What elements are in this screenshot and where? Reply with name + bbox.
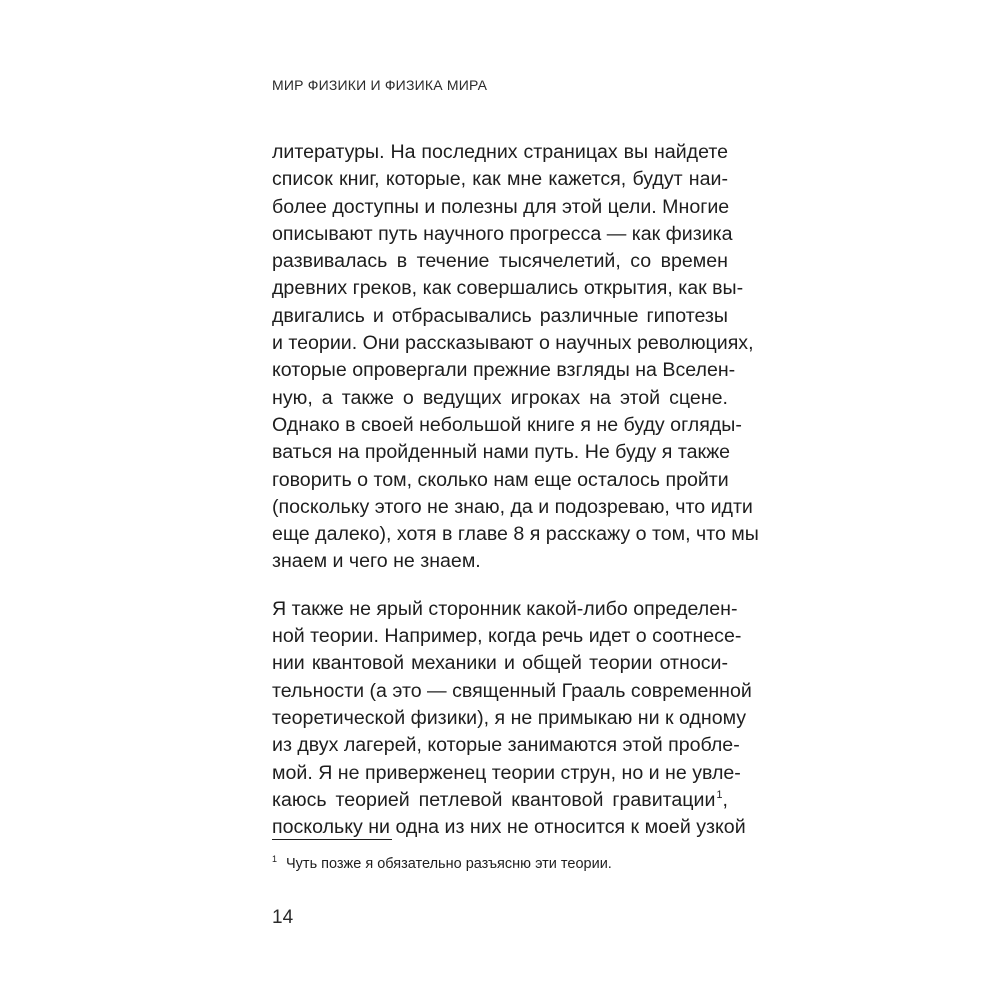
- footnote-text: Чуть позже я обязательно разъясню эти теории.: [286, 856, 612, 872]
- text-line: нии квантовой механики и общей теории относи-: [272, 652, 728, 675]
- text-line: и теории. Они рассказывают о научных революциях,: [272, 332, 754, 355]
- text-line: из двух лагерей, которые занимаются этой пробле-: [272, 734, 740, 757]
- paragraph-2: [272, 596, 752, 842]
- text-line: развивалась в течение тысячелетий, со времен: [272, 250, 728, 273]
- paragraph-1: [272, 139, 759, 576]
- footnote-number: 1: [272, 854, 278, 864]
- text-line: (поскольку этого не знаю, да и подозреваю, что идти: [272, 495, 753, 518]
- text-line: поскольку ни одна из них не относится к моей узкой: [272, 816, 746, 839]
- text-line: еще далеко), хотя в главе 8 я расскажу о том, что мы: [272, 523, 759, 546]
- text-line: говорить о том, сколько нам еще осталось пройти: [272, 468, 729, 491]
- text-line-with-footnote: [272, 787, 728, 814]
- text-line: ной теории. Например, когда речь идет о соотнесе-: [272, 625, 742, 648]
- footnote-reference[interactable]: 1: [716, 788, 723, 801]
- text-line: теоретической физики), я не примыкаю ни к одному: [272, 706, 747, 729]
- text-line: ную, а также о ведущих игроках на этой сцене.: [272, 386, 728, 409]
- text-line: древних греков, как совершались открытия, как вы-: [272, 277, 744, 300]
- text-line: двигались и отбрасывались различные гипотезы: [272, 304, 728, 327]
- text-line: мой. Я не приверженец теории струн, но и не увле-: [272, 761, 741, 784]
- text-line: описывают путь научного прогресса — как физика: [272, 222, 733, 245]
- text-fragment: ,: [722, 788, 728, 811]
- text-line: знаем и чего не знаем.: [272, 550, 481, 573]
- body-text: [272, 139, 759, 841]
- text-line: Однако в своей небольшой книге я не буду огляды-: [272, 413, 742, 436]
- footnote: [272, 854, 612, 872]
- running-head: МИР ФИЗИКИ И ФИЗИКА МИРА: [272, 77, 488, 93]
- text-line: литературы. На последних страницах вы найдете: [272, 141, 728, 163]
- text-line: список книг, которые, как мне кажется, будут наи-: [272, 168, 728, 191]
- text-fragment: каюсь теорией петлевой квантовой гравитации: [272, 788, 716, 811]
- page-number: 14: [272, 907, 294, 928]
- text-line: которые опровергали прежние взгляды на Вселен-: [272, 359, 736, 382]
- text-line: более доступны и полезны для этой цели. Многие: [272, 195, 730, 218]
- text-line: Я также не ярый сторонник какой-либо определен-: [272, 597, 738, 620]
- footnote-divider: [272, 839, 392, 840]
- text-line: тельности (а это — священный Грааль современной: [272, 679, 752, 702]
- text-line: ваться на пройденный нами путь. Не буду я также: [272, 441, 731, 464]
